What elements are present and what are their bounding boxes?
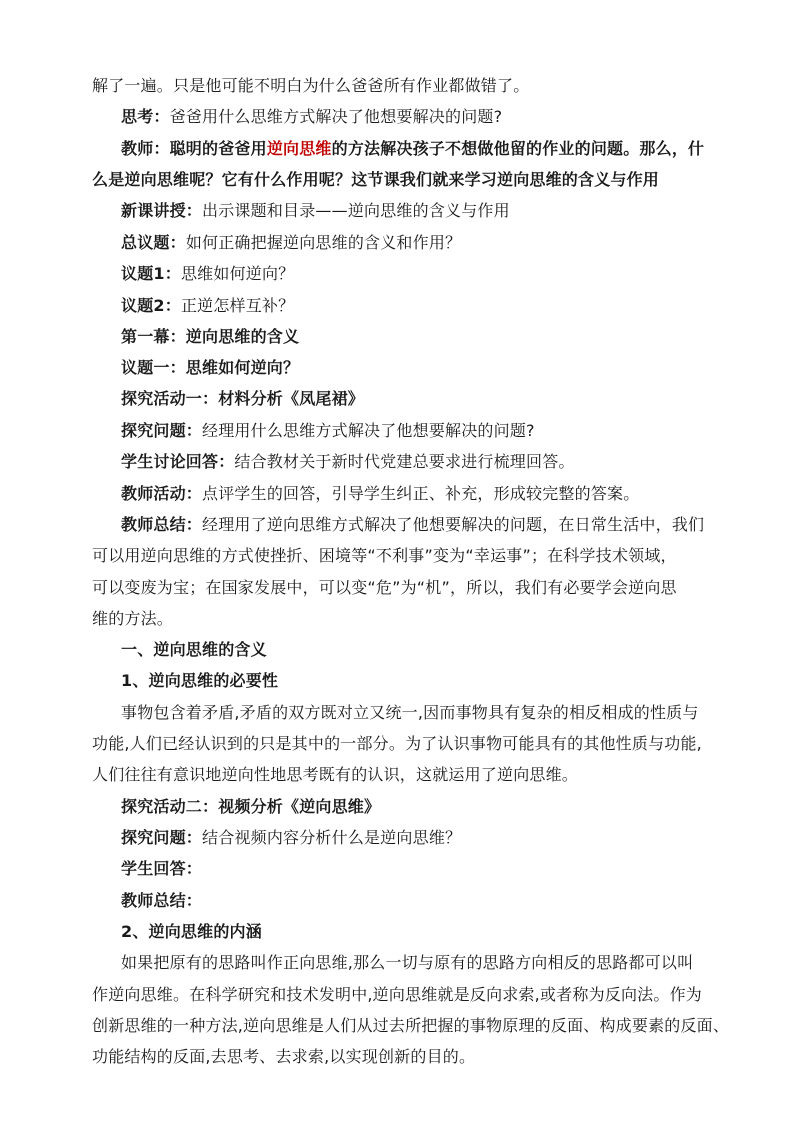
student-answer-line <box>121 859 202 879</box>
new-lesson-label: 新课讲授： <box>121 201 203 220</box>
summary-label: 教师总结： <box>121 515 203 534</box>
discuss-label: 学生讨论回答： <box>121 452 235 471</box>
activity2-heading: 探究活动二：视频分析《逆向思维》 <box>121 797 381 816</box>
teacher-label: 教师： <box>121 139 170 158</box>
question-line: 探究问题：结合视频内容分析什么是逆向思维？ <box>121 828 462 847</box>
topic2-line: 议题2：正逆怎样互补？ <box>121 296 295 315</box>
text-line: 如果把原有的思路叫作正向思维,那么一切与原有的思路方向相反的思路都可以叫 <box>121 953 694 972</box>
chapter-heading: 第一幕：逆向思维的含义 <box>121 327 300 346</box>
teacher-paragraph-cont: 么是逆向思维呢？它有什么作用呢？这节课我们就来学习逆向思维的含义与作用 <box>92 170 660 189</box>
topic-heading: 议题一：思维如何逆向？ <box>121 358 300 377</box>
section-heading: 一、逆向思维的含义 <box>121 640 267 659</box>
text-line: 功能,人们已经认识到的只是其中的一部分。为了认识事物可能具有的其他性质与功能, <box>92 734 702 753</box>
activity1-heading: 探究活动一：材料分析《凤尾裙》 <box>121 389 365 408</box>
text-line: 创新思维的一种方法,逆向思维是人们从过去所把握的事物原理的反面、构成要素的反面、 <box>92 1016 730 1035</box>
text-line: 可以变废为宝；在国家发展中，可以变“危”为“机”，所以，我们有必要学会逆向思 <box>92 578 677 597</box>
main-topic-label: 总议题： <box>121 233 186 252</box>
subsection-heading: 2、逆向思维的内涵 <box>121 922 262 941</box>
text-line: 作逆向思维。在科学研究和技术发明中,逆向思维就是反向求索,或者称为反向法。作为 <box>92 985 702 1004</box>
main-topic-line: 总议题：如何正确把握逆向思维的含义和作用？ <box>121 233 462 252</box>
subsection-heading: 1、逆向思维的必要性 <box>121 671 279 690</box>
question-label: 探究问题： <box>121 828 203 847</box>
text-line: 维的方法。 <box>92 609 174 628</box>
answer-label: 学生回答： <box>121 859 203 878</box>
activity-line: 教师活动：点评学生的回答，引导学生纠正、补充，形成较完整的答案。 <box>121 484 640 503</box>
think-paragraph: 思考：爸爸用什么思维方式解决了他想要解决的问题? <box>121 107 503 126</box>
discuss-line: 学生讨论回答：结合教材关于新时代党建总要求进行梳理回答。 <box>121 452 575 471</box>
teacher-summary-line <box>121 891 202 911</box>
summary-paragraph: 教师总结：经理用了逆向思维方式解决了他想要解决的问题，在日常生活中，我们 <box>121 515 705 534</box>
text-line: 事物包含着矛盾,矛盾的双方既对立又统一,因而事物具有复杂的相反相成的性质与 <box>121 703 699 722</box>
topic1-label: 议题1： <box>121 264 181 283</box>
new-lesson-line: 新课讲授：出示课题和目录——逆向思维的含义与作用 <box>121 201 510 220</box>
text-line: 解了一遍。只是他可能不明白为什么爸爸所有作业都做错了。 <box>92 76 530 95</box>
text-line: 功能结构的反面,去思考、去求索,以实现创新的目的。 <box>92 1047 476 1066</box>
teacher-paragraph: 教师：聪明的爸爸用逆向思维的方法解决孩子不想做他留的作业的问题。那么，什 <box>121 139 705 158</box>
text-line: 可以用逆向思维的方式使挫折、困境等“不利事”变为“幸运事”；在科学技术领域， <box>92 546 677 565</box>
question-line: 探究问题：经理用什么思维方式解决了他想要解决的问题? <box>121 421 535 440</box>
think-label: 思考： <box>121 107 170 126</box>
summary-label: 教师总结： <box>121 891 203 910</box>
topic1-line: 议题1：思维如何逆向？ <box>121 264 295 283</box>
text-line: 人们往往有意识地逆向性地思考既有的认识，这就运用了逆向思维。 <box>92 765 579 784</box>
activity-label: 教师活动： <box>121 484 203 503</box>
question-label: 探究问题： <box>121 421 203 440</box>
highlighted-term: 逆向思维 <box>266 139 332 158</box>
topic2-label: 议题2： <box>121 296 181 315</box>
